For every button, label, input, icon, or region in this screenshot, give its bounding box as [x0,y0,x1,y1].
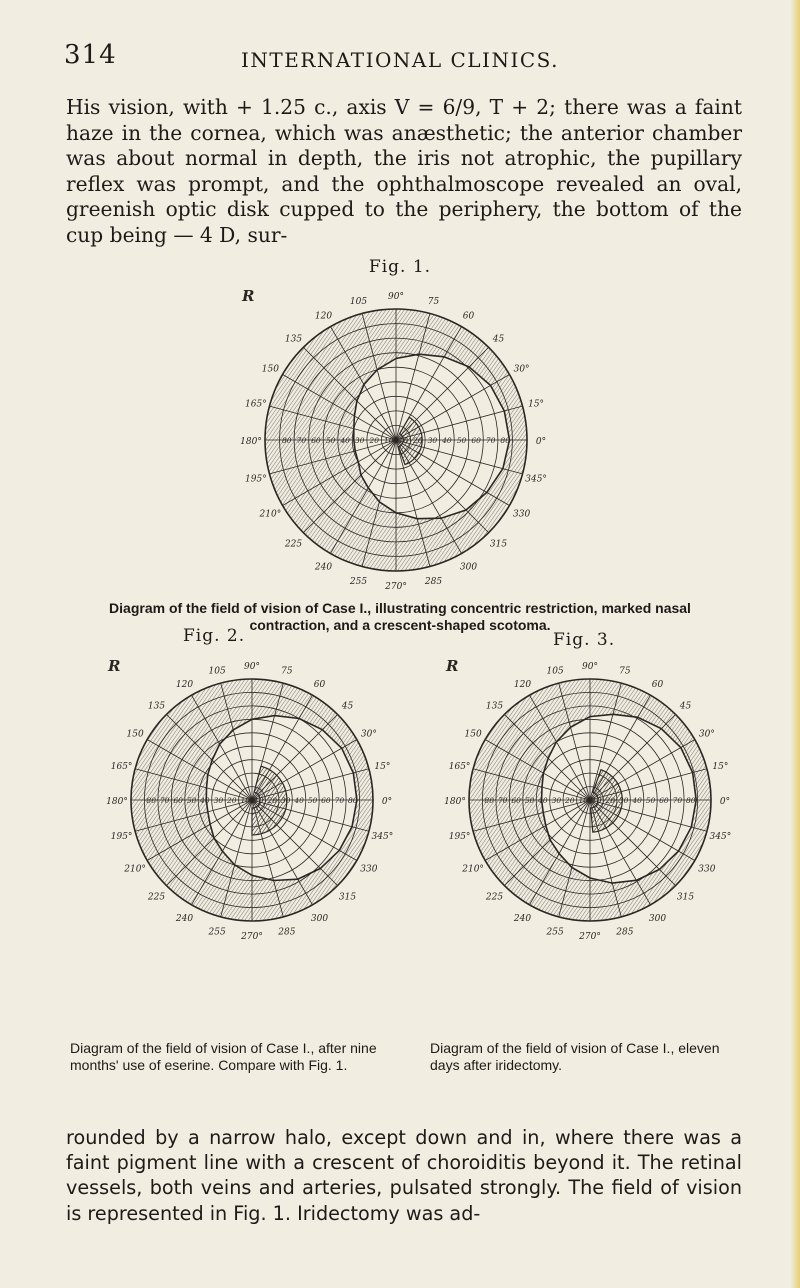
angle-label: 315 [676,892,695,903]
angle-label: 330 [698,864,716,875]
radial-label: 50 [456,436,467,445]
radial-label: 60 [173,796,183,805]
angle-label: 0° [535,437,547,447]
angle-label: 90° [582,662,598,672]
angle-label: 285 [278,927,296,938]
angle-label: 270° [579,932,601,942]
angle-label: 255 [208,927,226,938]
radial-label: 20 [413,436,423,445]
angle-label: 0° [381,797,393,807]
angle-label: 45 [492,334,505,345]
eye-label: R [446,657,459,675]
figure-2-title: Fig. 2. [183,626,246,646]
angle-label: 180° [240,437,262,447]
angle-label: 225 [284,539,303,550]
angle-label: 105 [349,296,368,307]
angle-label: 225 [485,892,504,903]
angle-label: 150 [126,729,144,740]
figure-1-title: Fig. 1. [368,257,432,277]
angle-label: 210° [462,864,484,875]
radial-label: 70 [159,796,170,805]
figure-2-caption: Diagram of the field of vision of Case I., after nine months' use of eserine. Compare with Fig. 1. [70,1040,377,1073]
figure-1-field-diagram [236,283,556,593]
eye-label: R [108,657,121,675]
radial-label: 60 [321,796,331,805]
radial-label: 30 [427,436,438,445]
radial-label: 40 [340,436,350,445]
angle-label: 150 [464,729,482,740]
radial-label: 80 [484,796,494,805]
figure-1-svg [236,283,556,593]
angle-label: 315 [338,892,357,903]
radial-label: 70 [334,796,345,805]
radial-label: 70 [497,796,508,805]
angle-label: 45 [341,701,354,712]
radial-label: 70 [296,436,307,445]
radial-label: 20 [267,796,277,805]
angle-label: 0° [719,797,731,807]
figure-2-svg [102,653,402,943]
angle-label: 15° [712,762,729,773]
angle-label: 120 [513,680,532,691]
radial-label: 40 [538,796,548,805]
radial-label: 50 [325,436,336,445]
radial-label: 30 [618,796,629,805]
angle-label: 345° [371,831,394,842]
radial-label: 70 [485,436,496,445]
angle-label: 345° [709,831,732,842]
radial-label: 80 [348,796,358,805]
angle-label: 195° [448,831,471,842]
figure-2-field-diagram [102,653,402,943]
running-head: INTERNATIONAL CLINICS. [241,48,559,72]
radial-label: 20 [369,436,379,445]
radial-label: 70 [672,796,683,805]
radial-label: 30 [354,436,365,445]
radial-label: 20 [227,796,237,805]
angle-label: 165° [448,762,471,773]
angle-label: 120 [175,680,194,691]
paragraph-bottom: rounded by a narrow halo, except down and in, where there was a faint pigment line with a crescent of choroiditis beyond it. The retinal vessels, both veins and arteries, pulsated strongly. The field of vision is represented in Fig. 1. Iridectomy was ad- [66,1126,742,1225]
angle-label: 240 [314,562,333,573]
angle-label: 75 [427,296,440,307]
figure-1-caption: Diagram of the field of vision of Case I., illustrating concentric restriction, marked nasal contraction, and a crescent-shaped scotoma. [109,600,691,633]
angle-label: 195° [245,474,267,485]
radial-label: 80 [686,796,696,805]
angle-label: 180° [106,797,128,807]
angle-label: 255 [349,577,368,588]
figure-3-title: Fig. 3. [553,630,616,650]
angle-label: 60 [651,680,664,691]
radial-label: 40 [294,796,304,805]
angle-label: 120 [314,311,333,322]
angle-label: 135 [147,701,166,712]
radial-label: 50 [524,796,535,805]
radial-label: 30 [213,796,224,805]
angle-label: 15° [528,399,545,410]
angle-label: 225 [147,892,166,903]
angle-label: 270° [385,582,407,592]
angle-label: 255 [546,927,564,938]
paragraph-top: His vision, with + 1.25 c., axis V = 6/9, T + 2; there was a faint haze in the cornea, which was anæsthetic; the anterior chamber was about normal in depth, the iris not atrophic, the pupillary reflex was prompt, and the ophthalmoscope revealed an oval, greenish optic disk cupped to the periphery, the bottom of the cup being — 4 D, sur- [66,95,742,247]
figure-3-caption: Diagram of the field of vision of Case I., eleven days after iridectomy. [430,1040,720,1073]
angle-label: 345° [525,474,547,485]
radial-label: 40 [442,436,452,445]
angle-label: 75 [619,666,631,677]
angle-label: 60 [313,680,326,691]
angle-label: 60 [462,311,475,322]
angle-label: 210° [259,509,282,520]
radial-label: 10 [383,436,394,445]
radial-label: 80 [146,796,156,805]
radial-label: 60 [471,436,481,445]
angle-label: 195° [110,831,133,842]
angle-label: 90° [388,292,404,302]
angle-label: 210° [124,864,146,875]
angle-label: 330 [513,509,531,520]
radial-label: 20 [605,796,615,805]
angle-label: 300 [648,913,667,924]
angle-label: 90° [244,662,260,672]
angle-label: 30° [513,364,530,375]
radial-label: 40 [632,796,642,805]
radial-label: 40 [200,796,210,805]
angle-label: 135 [485,701,504,712]
radial-label: 10 [591,796,602,805]
radial-label: 10 [578,796,589,805]
angle-label: 105 [208,666,226,677]
radial-label: 10 [398,436,409,445]
angle-label: 30° [698,729,715,740]
radial-label: 10 [253,796,264,805]
radial-label: 80 [500,436,510,445]
angle-label: 285 [616,927,634,938]
radial-label: 30 [280,796,291,805]
radial-label: 50 [307,796,318,805]
figure-3-field-diagram [440,653,740,943]
angle-label: 300 [459,562,478,573]
angle-label: 270° [241,932,263,942]
angle-label: 315 [489,539,508,550]
radial-label: 60 [311,436,321,445]
eye-label: R [242,287,255,305]
angle-label: 15° [374,762,391,773]
angle-label: 30° [360,729,377,740]
radial-label: 60 [511,796,521,805]
angle-label: 165° [245,399,267,410]
angle-label: 105 [546,666,564,677]
angle-label: 165° [110,762,133,773]
radial-label: 60 [659,796,669,805]
radial-label: 50 [645,796,656,805]
angle-label: 330 [360,864,378,875]
angle-label: 150 [261,364,279,375]
radial-label: 30 [551,796,562,805]
angle-label: 135 [284,334,303,345]
radial-label: 10 [240,796,251,805]
angle-label: 240 [513,913,532,924]
radial-label: 80 [282,436,292,445]
angle-label: 75 [281,666,293,677]
page-edge-shading [790,0,800,1288]
radial-label: 20 [565,796,575,805]
angle-label: 240 [175,913,194,924]
page-number: 314 [64,40,117,70]
angle-label: 285 [424,577,443,588]
angle-label: 45 [679,701,692,712]
radial-label: 50 [186,796,197,805]
figure-3-svg [440,653,740,943]
angle-label: 300 [310,913,329,924]
angle-label: 180° [444,797,466,807]
